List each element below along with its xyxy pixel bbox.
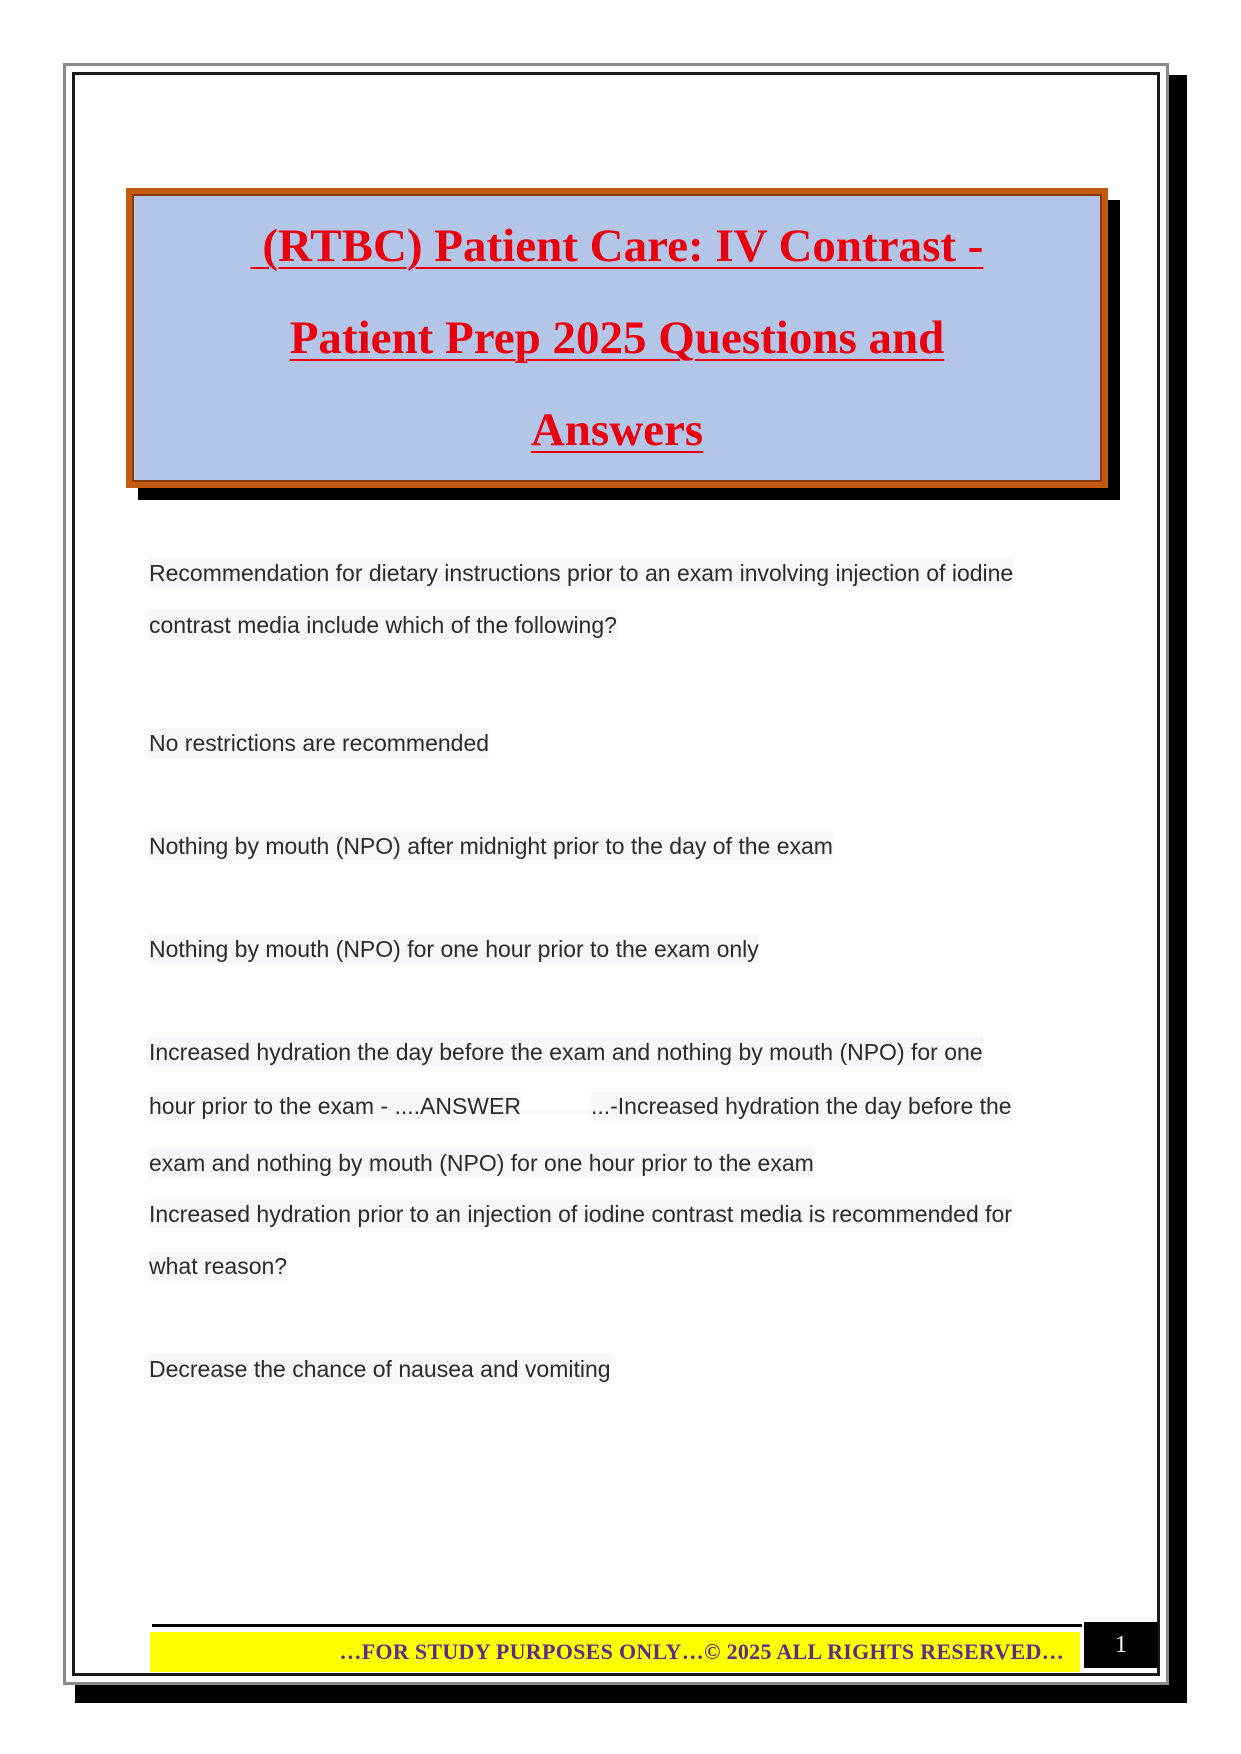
title-box [126, 188, 1108, 488]
question-1-line-1: Recommendation for dietary instructions prior to an exam involving injection of iodine [149, 560, 1014, 586]
option-2: Nothing by mouth (NPO) after midnight prior to the day of the exam [149, 833, 833, 859]
footer-rule [152, 1624, 1082, 1627]
footer-text: …FOR STUDY PURPOSES ONLY…© 2025 ALL RIGHTS RESERVED… [339, 1639, 1064, 1664]
option-4-line-2 [149, 1093, 1012, 1120]
title-line-2: Patient Prep 2025 Questions and [289, 312, 945, 364]
option-4-line-1: Increased hydration the day before the exam and nothing by mouth (NPO) for one [149, 1039, 983, 1065]
answer-text: ...-Increased hydration the day before the [590, 1093, 1012, 1119]
question-2-line-2: what reason? [149, 1253, 288, 1279]
option-1: No restrictions are recommended [149, 730, 490, 756]
question-2-line-1: Increased hydration prior to an injection of iodine contrast media is recommended for [149, 1201, 1012, 1227]
question-2-option-1: Decrease the chance of nausea and vomiting [149, 1356, 611, 1382]
title-line-1: (RTBC) Patient Care: IV Contrast - [250, 220, 984, 272]
page-number: 1 [1084, 1622, 1158, 1668]
answer-marker: hour prior to the exam - ....ANSWER [149, 1093, 521, 1119]
title-line-3: Answers [530, 404, 704, 456]
question-1-line-2: contrast media include which of the following? [149, 612, 617, 638]
footer-bar [150, 1632, 1080, 1672]
option-4-line-3: exam and nothing by mouth (NPO) for one hour prior to the exam [149, 1150, 814, 1176]
option-3: Nothing by mouth (NPO) for one hour prior to the exam only [149, 936, 759, 962]
